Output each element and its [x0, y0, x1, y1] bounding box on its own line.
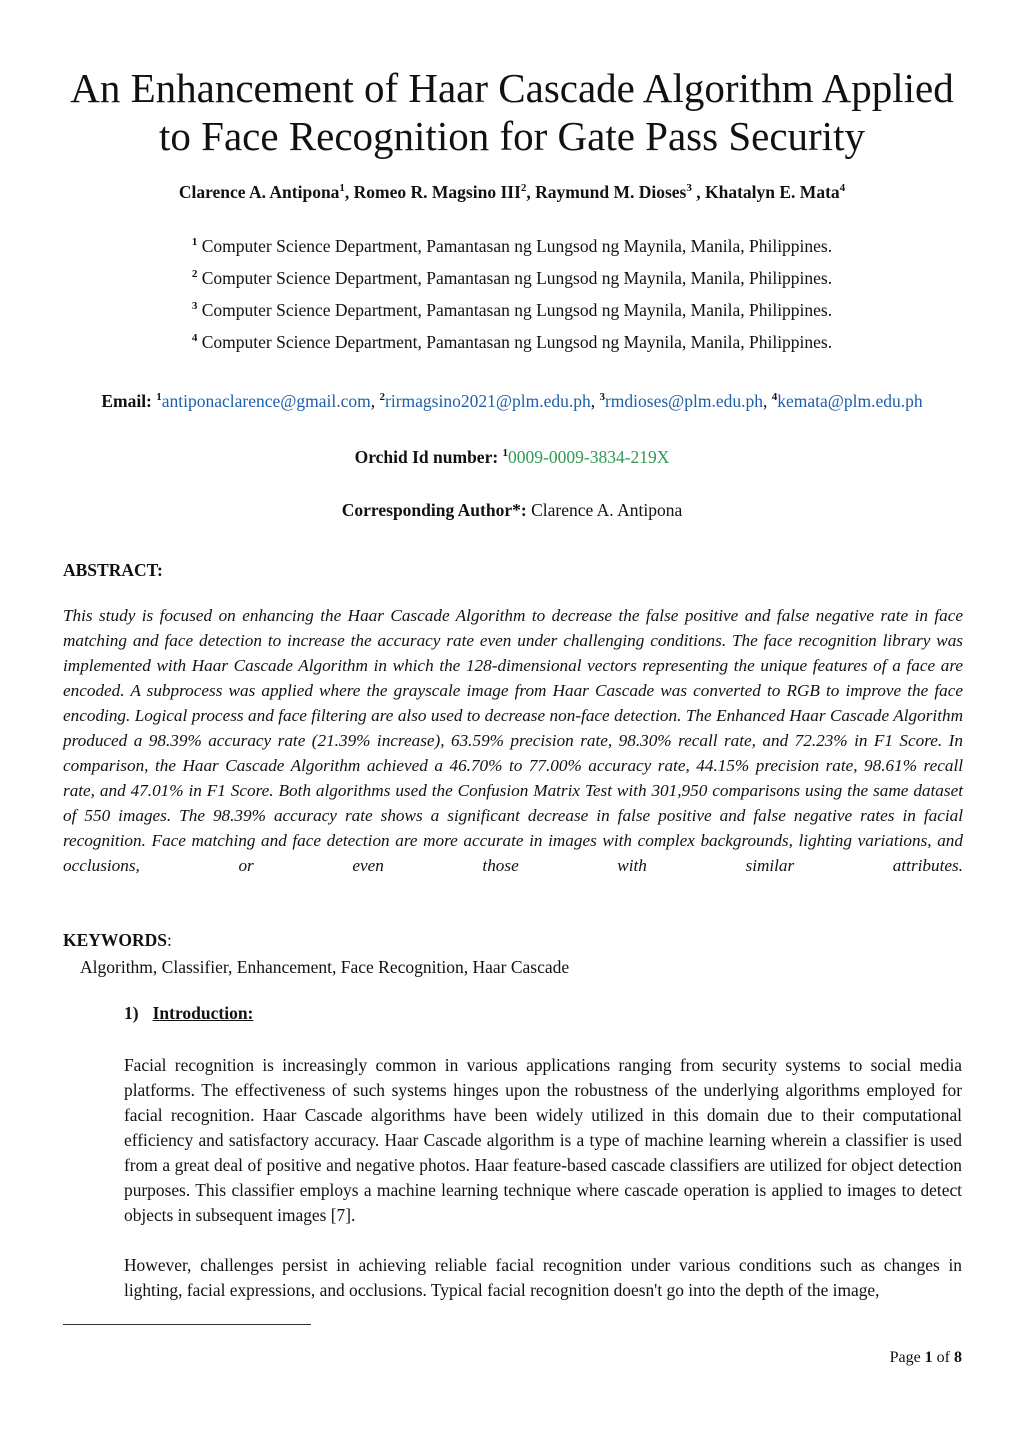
orcid-label: Orchid Id number:: [354, 447, 499, 467]
author-sup: 1: [339, 182, 345, 194]
corresponding-author: [0, 500, 1024, 521]
affiliation-sup: 1: [191, 236, 198, 248]
author-name: Raymund M. Dioses: [535, 182, 687, 202]
affiliation-sup: 3: [191, 300, 198, 312]
title-line-2: to Face Recognition for Gate Pass Security: [159, 113, 865, 159]
affiliation-text: Computer Science Department, Pamantasan ng Lungsod ng Maynila, Manila, Philippines.: [201, 236, 833, 256]
keywords-heading: [63, 930, 172, 951]
email-link[interactable]: antiponaclarence@gmail.com: [161, 391, 371, 411]
author-name: Khatalyn E. Mata: [704, 182, 840, 202]
abstract-heading: ABSTRACT:: [63, 560, 163, 580]
title-line-1: An Enhancement of Haar Cascade Algorithm Applied: [70, 65, 954, 111]
corresponding-label: Corresponding Author*:: [341, 500, 527, 520]
page-of: of: [936, 1349, 950, 1366]
author-sup: 3: [686, 182, 692, 194]
affiliation: [0, 332, 1024, 353]
affiliation-text: Computer Science Department, Pamantasan ng Lungsod ng Maynila, Manila, Philippines.: [201, 268, 833, 288]
keywords-text: Algorithm, Classifier, Enhancement, Face Recognition, Haar Cascade: [80, 957, 570, 977]
section-title: Introduction:: [152, 1003, 254, 1023]
body-paragraph: Facial recognition is increasingly common in various applications ranging from security systems to social media platforms. The effectiveness of such systems hinges upon the robustness of the underlying algorithms employed for facial recognition. Haar Cascade algorithms have been widely utilized in this domain due to their computational efficiency and satisfactory accuracy. Haar Cascade algorithm is a type of machine learning wherein a classifier is used from a great deal of positive and negative photos. Haar feature-based cascade classifiers are utilized for object detection purposes. This classifier employs a machine learning technique where cascade operation is applied to images to detect objects in subsequent images [7].: [124, 1055, 962, 1225]
page-total: 8: [954, 1349, 962, 1366]
email-line: Email: $^1$antiponaclarence@gmail.com, $^2$rirmagsino2021@plm.edu.ph, $^3$rmdioses@plm.edu.ph, $^4$kemata@plm.edu.ph: [101, 391, 923, 411]
email-sup: 3: [599, 391, 605, 403]
email-sup: 4: [771, 391, 778, 403]
orcid-sup: 1: [502, 447, 509, 459]
paper-title: [0, 64, 1024, 160]
orcid-line: [0, 447, 1024, 468]
page-current: 1: [924, 1349, 933, 1366]
section-number: 1): [124, 1003, 139, 1023]
affiliation: [0, 300, 1024, 321]
corresponding-name: Clarence A. Antipona: [531, 500, 683, 520]
keywords-label: KEYWORDS: [63, 930, 168, 950]
affiliation-text: Computer Science Department, Pamantasan ng Lungsod ng Maynila, Manila, Philippines.: [201, 332, 833, 352]
email-link[interactable]: kemata@plm.edu.ph: [777, 391, 923, 411]
email-sup: 2: [379, 391, 386, 403]
author-sup: 4: [839, 182, 846, 194]
email-link[interactable]: rirmagsino2021@plm.edu.ph: [385, 391, 591, 411]
email-label: Email:: [101, 391, 152, 411]
footnote-rule: [63, 1324, 311, 1325]
page-number: [890, 1349, 962, 1367]
section-heading: [124, 1003, 253, 1024]
orcid-link[interactable]: 0009-0009-3834-219X: [508, 447, 670, 467]
affiliation: [0, 236, 1024, 257]
author-sup: 2: [520, 182, 527, 194]
email-sup: 1: [156, 391, 162, 403]
author-name: Romeo R. Magsino III: [353, 182, 521, 202]
affiliation-sup: 2: [191, 268, 198, 280]
abstract-text: This study is focused on enhancing the Haar Cascade Algorithm to decrease the false positive and false negative rate in face matching and face detection to increase the accuracy rate even under challenging conditions. The face recognition library was implemented with Haar Cascade Algorithm in which the 128-dimensional vectors representing the unique features of a face are encoded. A subprocess was applied where the grayscale image from Haar Cascade was converted to RGB to improve the face encoding. Logical process and face filtering are also used to decrease non-face detection. The Enhanced Haar Cascade Algorithm produced a 98.39% accuracy rate (21.39% increase), 63.59% precision rate, 98.30% recall rate, and 72.23% in F1 Score. In comparison, the Haar Cascade Algorithm achieved a 46.70% to 77.00% accuracy rate, 44.15% precision rate, 98.61% recall rate, and 47.01% in F1 Score. Both algorithms used the Confusion Matrix Test with 301,950 comparisons using the same dataset of 550 images. The 98.39% accuracy rate shows a significant decrease in false positive and false negative rates in facial recognition. Face matching and face detection are more accurate in images with complex backgrounds, lighting variations, and occlusions, or even those with similar attributes.: [63, 606, 963, 875]
affiliation: [0, 268, 1024, 289]
body-paragraph: However, challenges persist in achieving reliable facial recognition under various conditions such as changes in lighting, facial expressions, and occlusions. Typical facial recognition doesn't go into the depth of the image,: [124, 1255, 962, 1300]
keywords-colon: :: [167, 930, 172, 950]
page-word: Page: [889, 1349, 921, 1366]
author-name: Clarence A. Antipona: [178, 182, 340, 202]
author-list: Clarence A. Antipona$^1$, Romeo R. Magsino III$^2$, Raymund M. Dioses$^3$ , Khatalyn E. Mata$^4$: [178, 182, 846, 202]
email-link[interactable]: rmdioses@plm.edu.ph: [604, 391, 764, 411]
affiliation-text: Computer Science Department, Pamantasan ng Lungsod ng Maynila, Manila, Philippines.: [201, 300, 833, 320]
affiliation-sup: 4: [191, 332, 198, 344]
